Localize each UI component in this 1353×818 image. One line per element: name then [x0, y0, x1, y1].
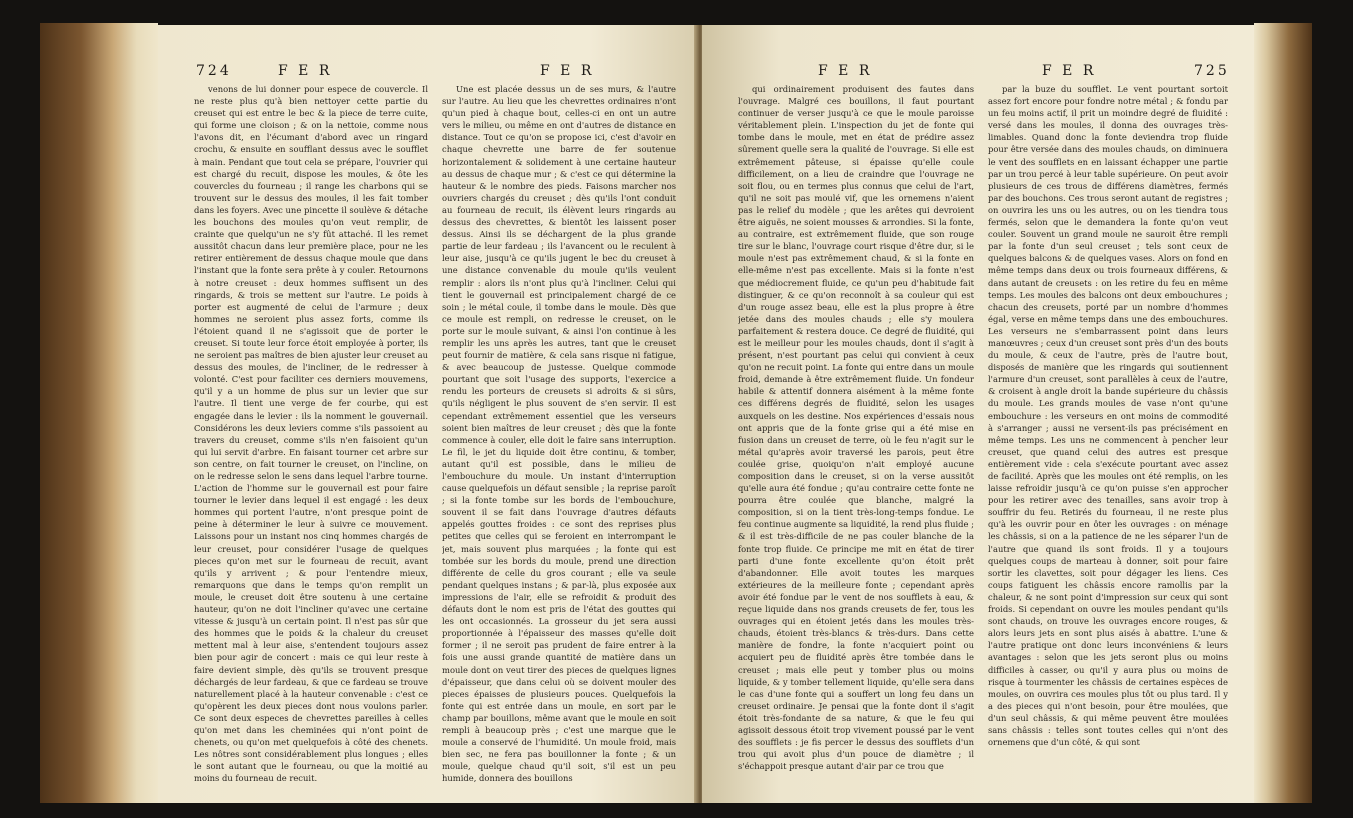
- right-page: [702, 25, 1254, 803]
- left-page-number: 724: [196, 63, 232, 79]
- left-page-column-2: [442, 83, 676, 788]
- paragraph: qui ordinairement produisent des fautes dans l'ouvrage. Malgré ces bouillons, il faut pourtant continuer de verser jusqu'à ce que le moule paroisse véritablement plein. L'inspection du jet de fonte qui tombe dans le moule, met en état de prédire assez sûrement quelle sera la qualité de l'ouvrage. Si elle est extrêmement pâteuse, si épaisse qu'elle coule difficilement, on a lieu de craindre que l'ouvrage ne soit flou, ou en termes plus connus que celui de l'art, qu'il ne soit pas moulé vif, que les ornemens n'aient pas le relief du modèle ; que les arêtes qui devroient être aiguës, ne soient mousses & arrondies. Si la fonte, au contraire, est extrêmement fluide, que son rouge tire sur le blanc, l'ouvrage court risque d'être dur, si le moule n'est pas extrêmement chaud, & si la fonte en elle-même n'est pas excellente. Mais si la fonte n'est que médiocrement fluide, ce qu'un peu d'habitude fait distinguer, & ce qu'on reconnoît à sa couleur qui est d'un rouge assez beau, elle est la plus propre à être jetée dans des moules chauds ; elle s'y moulera parfaitement & restera douce. Ce degré de fluidité, qui est le meilleur pour les moules chauds, dont il s'agit à présent, n'est pourtant pas celui qui convient à ceux qu'on ne recuit point. La fonte qui entre dans un moule froid, demande à être extrêmement fluide. Un fondeur habile & attentif donnera aisément à la même fonte ces différens degrés de fluidité, selon les usages auxquels on les destine. Nos expériences d'essais nous ont appris que de la fonte grise qui a été mise en fusion dans un creuset de terre, où le feu n'agit sur le métal qu'après avoir traversé les parois, peut être coulée grise, quoiqu'on n'ait employé aucune composition dans le creuset, si on la verse aussitôt qu'elle aura été fondue ; qu'au contraire cette fonte ne pourra être coulée que blanche, malgré la composition, si on la tient très-long-temps fondue. Le feu continue augmente sa liquidité, la rend plus fluide ; & il est très-difficile de ne pas couler blanche de la fonte trop fluide. Ce principe me mit en état de tirer parti d'une fonte excellente qu'on étoit prêt d'abandonner. Elle avoit toutes les marques extérieures de la meilleure fonte ; cependant après avoir été fondue par le vent de nos soufflets à eau, & reçue liquide dans nos grands creusets de fer, tous les ouvrages qui en étoient jetés dans les moules très-chauds, étoient très-blancs & très-durs. Dans cette manière de fondre, la fonte n'acquiert point ou acquiert peu de fluidité après être tombée dans le creuset ; mais elle peut y tomber plus ou moins liquide, & y tomber tellement liquide, qu'elle sera dans le cas d'une fonte qui a souffert un long feu dans un creuset ordinaire. Je pensai que la fonte dont il s'agit étoit très-fondante de sa nature, & que le feu qui agissoit dessous étoit trop vivement poussé par le vent des soufflets : je fis percer le dessus des soufflets d'un trou qui avoit plus d'un pouce de diamètre ; il s'échappoit presque autant d'air par ce trou que: [738, 84, 974, 772]
- left-page: [158, 25, 698, 803]
- book-edge-right: [1254, 23, 1312, 803]
- left-page-column-1: [194, 83, 428, 788]
- book-edge-left: [40, 23, 158, 803]
- left-running-head-2: F E R: [540, 63, 595, 79]
- left-running-head-1: F E R: [278, 63, 333, 79]
- paragraph: venons de lui donner pour espece de couvercle. Il ne reste plus qu'à bien nettoyer cette partie du creuset qui est entre le bec & la piece de terre cuite, qui forme une cloison ; & on la nettoie, comme nous l'avons dit, en l'écumant d'abord avec un ringard crochu, & ensuite en soufflant dessus avec le soufflet à main. Pendant que tout cela se prépare, l'ouvrier qui est chargé du recuit, dispose les moules, & ôte les couvercles du fourneau ; il range les charbons qui se trouvent sur le dessus des moules, il les fait tomber dans les foyers. Avec une pincette il soulève & détache les bouchons des moules qu'on veut remplir, de crainte que quelqu'un ne s'y fût attaché. Il les remet aussitôt chacun dans leur première place, pour ne les retirer entièrement de dessus chaque moule que dans l'instant que la fonte sera prête à y couler. Retournons à notre creuset : deux hommes suffisent un des ringards, & trois se mettent sur l'autre. Le poids à porter est augmenté de celui de l'armure ; deux hommes ne seroient plus assez forts, comme ils l'étoient quand il ne s'agissoit que de porter le creuset. Si toute leur force étoit employée à porter, ils ne seroient pas maîtres de bien ajuster leur creuset au dessus des moules, de l'incliner, de le redresser à volonté. C'est pour faciliter ces derniers mouvemens, qu'il y a un homme de plus sur un levier que sur l'autre. Il tient une verge de fer courbe, qui est engagée dans le levier : ils la nomment le gouvernail. Considérons les deux leviers comme s'ils passoient au travers du creuset, comme s'ils n'en faisoient qu'un qui lui servit d'arbre. En faisant tourner cet arbre sur son centre, on fait tourner le creuset, on l'incline, on on le redresse selon le sens dans lequel l'arbre tourne. L'action de l'homme sur le gouvernail est pour faire tourner le levier dans lequel il est engagé : les deux hommes qui portent l'autre, n'ont presque point de peine à déterminer le leur à suivre ce mouvement. Laissons pour un instant nos cinq hommes chargés de leur creuset, pour considérer l'usage de quelques pieces qu'on met sur le fourneau de recuit, avant qu'ils y arrivent ; & pour l'entendre mieux, remarquons que dans le temps qu'on remplit un moule, le creuset doit être soutenu à une certaine hauteur, qu'on ne doit l'incliner qu'avec une certaine vitesse & jusqu'à un certain point. Il n'est pas sûr que des hommes que le poids & la chaleur du creuset mettent mal à leur aise, s'entendent toujours assez bien pour agir de concert : mais ce qui leur reste à faire devient simple, dès qu'ils se trouvent presque déchargés de leur fardeau, & que ce fardeau se trouve naturellement placé à la hauteur convenable : c'est ce qu'opèrent les deux pieces dont nous voulons parler. Ce sont deux especes de chevrettes pareilles à celles qu'on met dans les cheminées qui n'ont point de chenets, ou qu'on met quelquefois à côté des chenets. Les nôtres sont considérablement plus longues ; elles le sont autant que le fourneau, ou que la moitié au moins du fourneau de recuit.: [194, 84, 428, 784]
- right-running-head-2: F E R: [1042, 63, 1097, 79]
- right-page-column-2: [988, 83, 1228, 788]
- paragraph: Une est placée dessus un de ses murs, & l'autre sur l'autre. Au lieu que les chevrettes ordinaires n'ont qu'un pied à chaque bout, celles-ci en ont un autre vers le milieu, ou même en ont d'autres de distance en distance. Tout ce qu'on se propose ici, c'est d'avoir en chaque chevrette une barre de fer soutenue horizontalement & solidement à une certaine hauteur au dessus de chaque mur ; & c'est ce qui détermine la hauteur & le nombre des pieds. Faisons marcher nos ouvriers chargés du creuset ; dès qu'ils l'ont conduit au fourneau de recuit, ils élèvent leurs ringards au dessus des chevrettes, & bientôt les laissent poser dessus. Ainsi ils se déchargent de la plus grande partie de leur fardeau ; ils l'avancent ou le reculent à leur aise, jusqu'à ce qu'ils jugent le bec du creuset à une distance convenable du moule qu'ils veulent remplir : alors ils n'ont plus qu'à l'incliner. Celui qui tient le gouvernail est principalement chargé de ce soin ; le métal coule, il tombe dans le moule. Dès que ce moule est rempli, on redresse le creuset, on le porte sur le moule suivant, & ainsi l'on continue à les remplir les uns après les autres, tant que le creuset peut fournir de matière, & cela sans risque ni fatigue, & avec beaucoup de justesse. Quelque commode pourtant que soit l'usage des supports, l'exercice a rendu les porteurs de creusets si adroits & si sûrs, qu'ils négligent le plus souvent de s'en servir. Il est cependant extrêmement essentiel que les verseurs soient bien maîtres de leur creuset ; dès que la fonte commence à couler, elle doit le faire sans interruption. Le fil, le jet du liquide doit être continu, & tomber, autant qu'il est possible, dans le milieu de l'embouchure du moule. Un instant d'interruption cause quelquefois un défaut sensible ; la reprise paroît ; si la fonte tombe sur les bords de l'embouchure, souvent il se fait dans l'ouvrage d'autres défauts appelés gouttes froides : ce sont des reprises plus petites que celles qui se feroient en interrompant le jet, mais souvent plus marquées ; la fonte qui est tombée sur les bords du moule, prend une direction différente de celle du gros courant ; elle va seule pendant quelques instans ; & par-là, plus exposée aux impressions de l'air, elle se refroidit & produit des défauts dont le nom est pris de l'état des gouttes qui les ont occasionnés. La grosseur du jet sera aussi proportionnée à l'épaisseur des masses qu'elle doit former ; il ne seroit pas prudent de faire entrer à la fois une aussi grande quantité de matière dans un moule dont on veut tirer des pieces de quelques lignes d'épaisseur, que dans celui où se doivent mouler des pieces épaisses de plusieurs pouces. Quelquefois la fonte qui est entrée dans un moule, en sort par le champ par bouillons, même avant que le moule en soit rempli à beaucoup près ; c'est une marque que le moule a conservé de l'humidité. Un moule froid, mais bien sec, ne fera pas bouillonner la fonte ; & un moule, quelque chaud qu'il soit, s'il est un peu humide, donnera des bouillons: [442, 84, 676, 784]
- right-page-number: 725: [1194, 63, 1230, 79]
- right-page-column-1: [738, 83, 974, 788]
- right-running-head-1: F E R: [818, 63, 873, 79]
- open-book: [40, 5, 1312, 815]
- paragraph: par la buze du soufflet. Le vent pourtant sortoit assez fort encore pour fondre notre métal ; & fondu par un feu moins actif, il prit un moindre degré de fluidité : versé dans les moules, il donna des ouvrages très-limables. Quand donc la fonte deviendra trop fluide pour être versée dans des moules chauds, on diminuera le vent des soufflets en en laissant échapper une partie par un trou percé à leur table supérieure. On peut avoir plusieurs de ces trous de différens diamètres, fermés par des bouchons. Ces trous seront autant de registres ; on ouvrira les uns ou les autres, ou on les tiendra tous fermés, selon que le demandera la fonte qu'on veut couler. Souvent un grand moule ne sauroit être rempli par la fonte d'un seul creuset ; tels sont ceux de quelques balcons & de quelques vases. Alors on fond en même temps dans deux ou trois fourneaux différens, & dans autant de creusets : on les retire du feu en même temps. Les moules des balcons ont deux embouchures ; chacun des creusets, porté par un nombre d'hommes égal, verse en même temps dans une des embouchures. Les verseurs ne s'embarrassent point dans leurs manœuvres ; ceux d'un creuset sont près d'un des bouts du moule, & ceux de l'autre, près de l'autre bout, disposés de manière que les ringards qui soutiennent l'armure d'un creuset, sont parallèles à ceux de l'autre, & croisent à angle droit la bande supérieure du châssis du moule. Les grands moules de vase n'ont qu'une embouchure : les verseurs en ont moins de commodité à s'arranger ; aussi ne versent-ils pas précisément en même temps. Les uns ne commencent à pencher leur creuset, que quand celui des autres est presque entièrement vide : cela s'exécute pourtant avec assez de facilité. Après que les moules ont été remplis, on les laisse refroidir jusqu'à ce qu'on puisse s'en approcher pour les retirer avec des tenailles, sans avoir trop à souffrir du feu. Retirés du fourneau, il ne reste plus qu'à les ouvrir pour en ôter les ouvrages : on ménage les châssis, si on a la patience de ne les séparer l'un de l'autre que quand ils sont froids. Il y a toujours quelques coups de marteau à donner, soit pour faire sortir les clavettes, soit pour dégager les liens. Ces coups fatiguent les châssis encore ramollis par la chaleur, & ne sont point d'impression sur ceux qui sont froids. Si cependant on ouvre les moules pendant qu'ils sont chauds, on trouve les ouvrages encore rouges, & alors leurs jets en sont plus aisés à abattre. L'une & l'autre pratique ont donc leurs inconvéniens & leurs avantages : selon que les jets seront plus ou moins difficiles à casser, ou qu'il y aura plus ou moins de risque à tourmenter les châssis de certaines espèces de moules, on ouvrira ces moules plus tôt ou plus tard. Il y a des pieces qui n'ont besoin, pour être moulées, que d'un seul châssis, & qui même peuvent être moulées sans châssis : telles sont toutes celles qui n'ont des ornemens que d'un côté, & qui sont: [988, 84, 1228, 748]
